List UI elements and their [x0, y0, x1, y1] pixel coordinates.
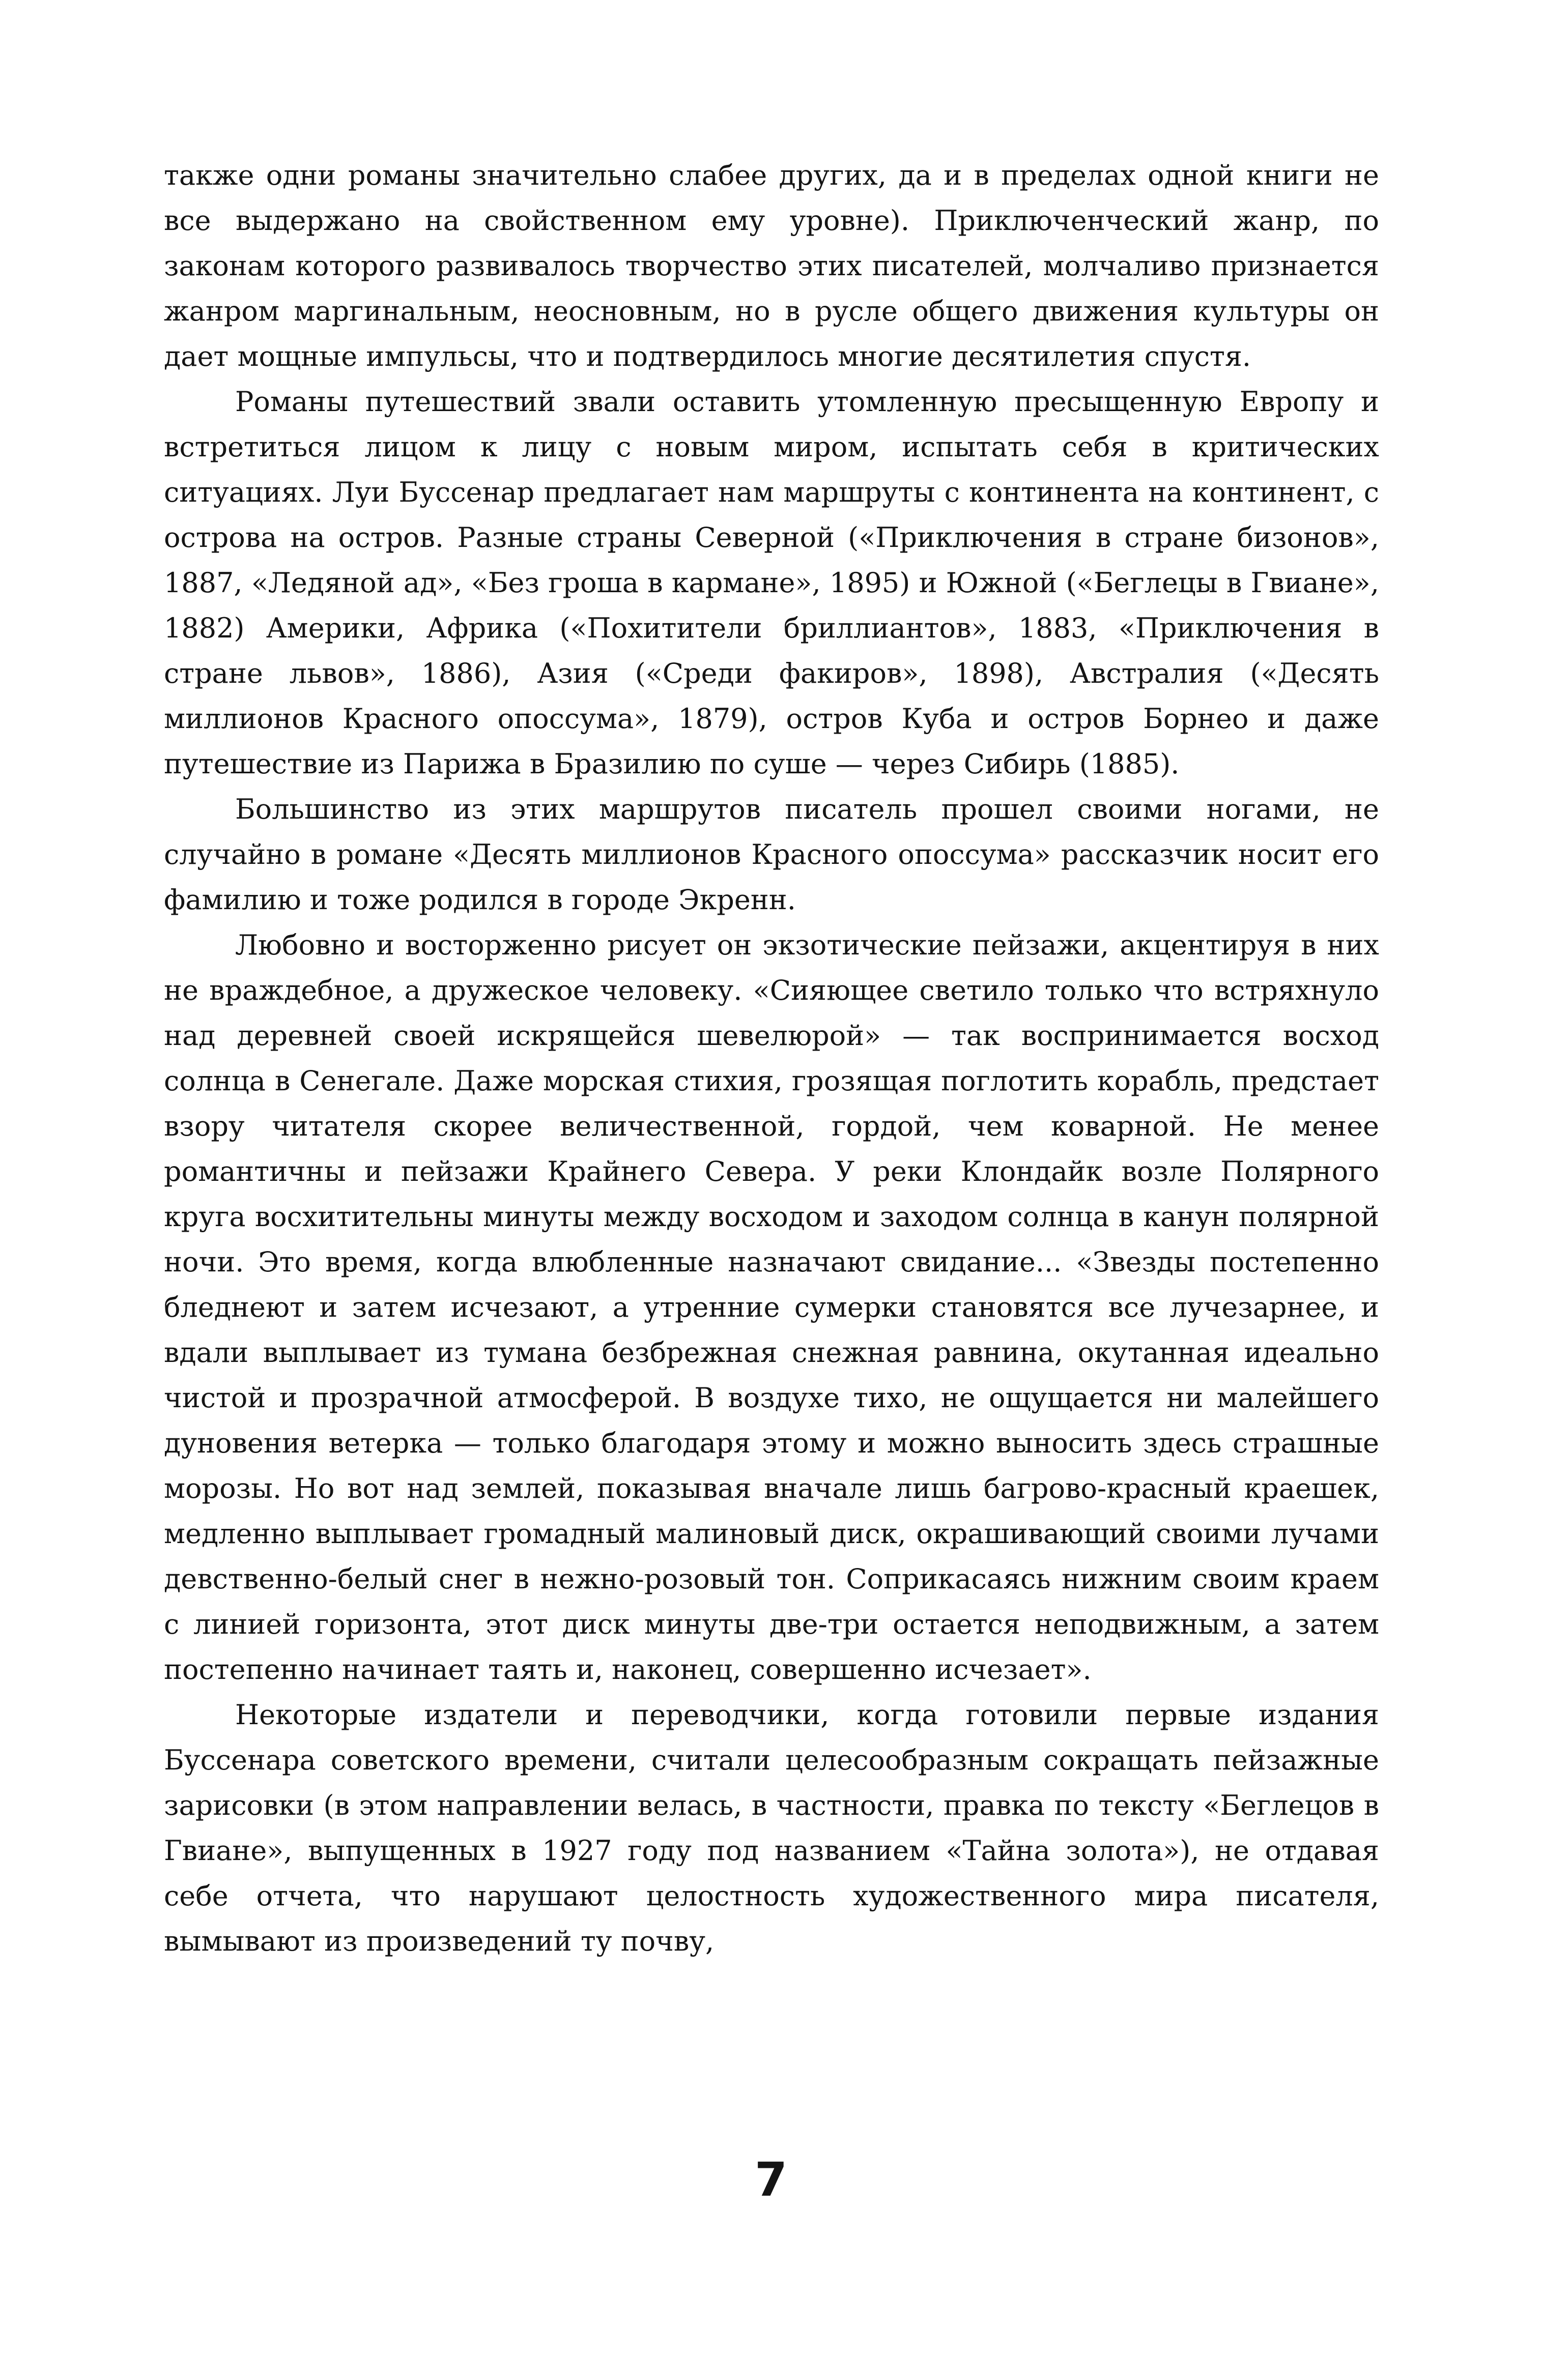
paragraph-continuation: также одни романы значительно слабее других, да и в пределах одной книги не все выдержано на свойственном ему уровне). Приключенческий жанр, по законам которого развивалось творчество этих писателей, молчаливо признается жанром маргинальным, неосновным, но в русле общего движения культуры он дает мощные импульсы, что и подтвердилось многие десятилетия спустя.	[164, 159, 1379, 372]
paragraph-routes: Большинство из этих маршрутов писатель прошел своими ногами, не случайно в романе «Десять миллионов Красного опоссума» рассказчик носит его фамилию и тоже родился в городе Экренн.	[164, 793, 1379, 916]
paragraph-publishers: Некоторые издатели и переводчики, когда готовили первые издания Буссенара советского времени, считали целесообразным сокращать пейзажные зарисовки (в этом направлении велась, в частности, правка по тексту «Беглецов в Гвиане», выпущенных в 1927 году под названием «Тайна золота»), не отдавая себе отчета, что нарушают целостность художественного мира писателя, вымывают из произведений ту почву,	[164, 1699, 1379, 1957]
paragraph-landscapes: Любовно и восторженно рисует он экзотические пейзажи, акцентируя в них не враждебное, а дружеское человеку. «Сияющее светило только что встряхнуло над деревней своей искрящейся шевелюрой» — так воспринимается восход солнца в Сенегале. Даже морская стихия, грозящая поглотить корабль, предстает взору читателя скорее величественной, гордой, чем коварной. Не менее романтичны и пейзажи Крайнего Севера. У реки Клондайк возле Полярного круга восхитительны минуты между восходом и заходом солнца в канун полярной ночи. Это время, когда влюбленные назначают свидание... «Звезды постепенно бледнеют и затем исчезают, а утренние сумерки становятся все лучезарнее, и вдали выплывает из тумана безбрежная снежная равнина, окутанная идеально чистой и прозрачной атмосферой. В воздухе тихо, не ощущается ни малейшего дуновения ветерка — только благодаря этому и можно выносить здесь страшные морозы. Но вот над землей, показывая вначале лишь багрово-красный краешек, медленно выплывает громадный малиновый диск, окрашивающий своими лучами девственно-белый снег в нежно-розовый тон. Соприкасаясь нижним своим краем с линией горизонта, этот диск минуты две-три остается неподвижным, а затем постепенно начинает таять и, наконец, совершенно исчезает».	[164, 929, 1379, 1686]
page-number: 7	[754, 2153, 787, 2207]
body-text	[164, 153, 1379, 1964]
paragraph-travel-novels: Романы путешествий звали оставить утомленную пресыщенную Европу и встретиться лицом к лицу с новым миром, испытать себя в критических ситуациях. Луи Буссенар предлагает нам маршруты с континента на континент, с острова на остров. Разные страны Северной («Приключения в стране бизонов», 1887, «Ледяной ад», «Без гроша в кармане», 1895) и Южной («Беглецы в Гвиане», 1882) Америки, Африка («Похитители бриллиантов», 1883, «Приключения в стране львов», 1886), Азия («Среди факиров», 1898), Австралия («Десять миллионов Красного опоссума», 1879), остров Куба и остров Борнео и даже путешествие из Парижа в Бразилию по суше — через Сибирь (1885).	[164, 386, 1379, 780]
